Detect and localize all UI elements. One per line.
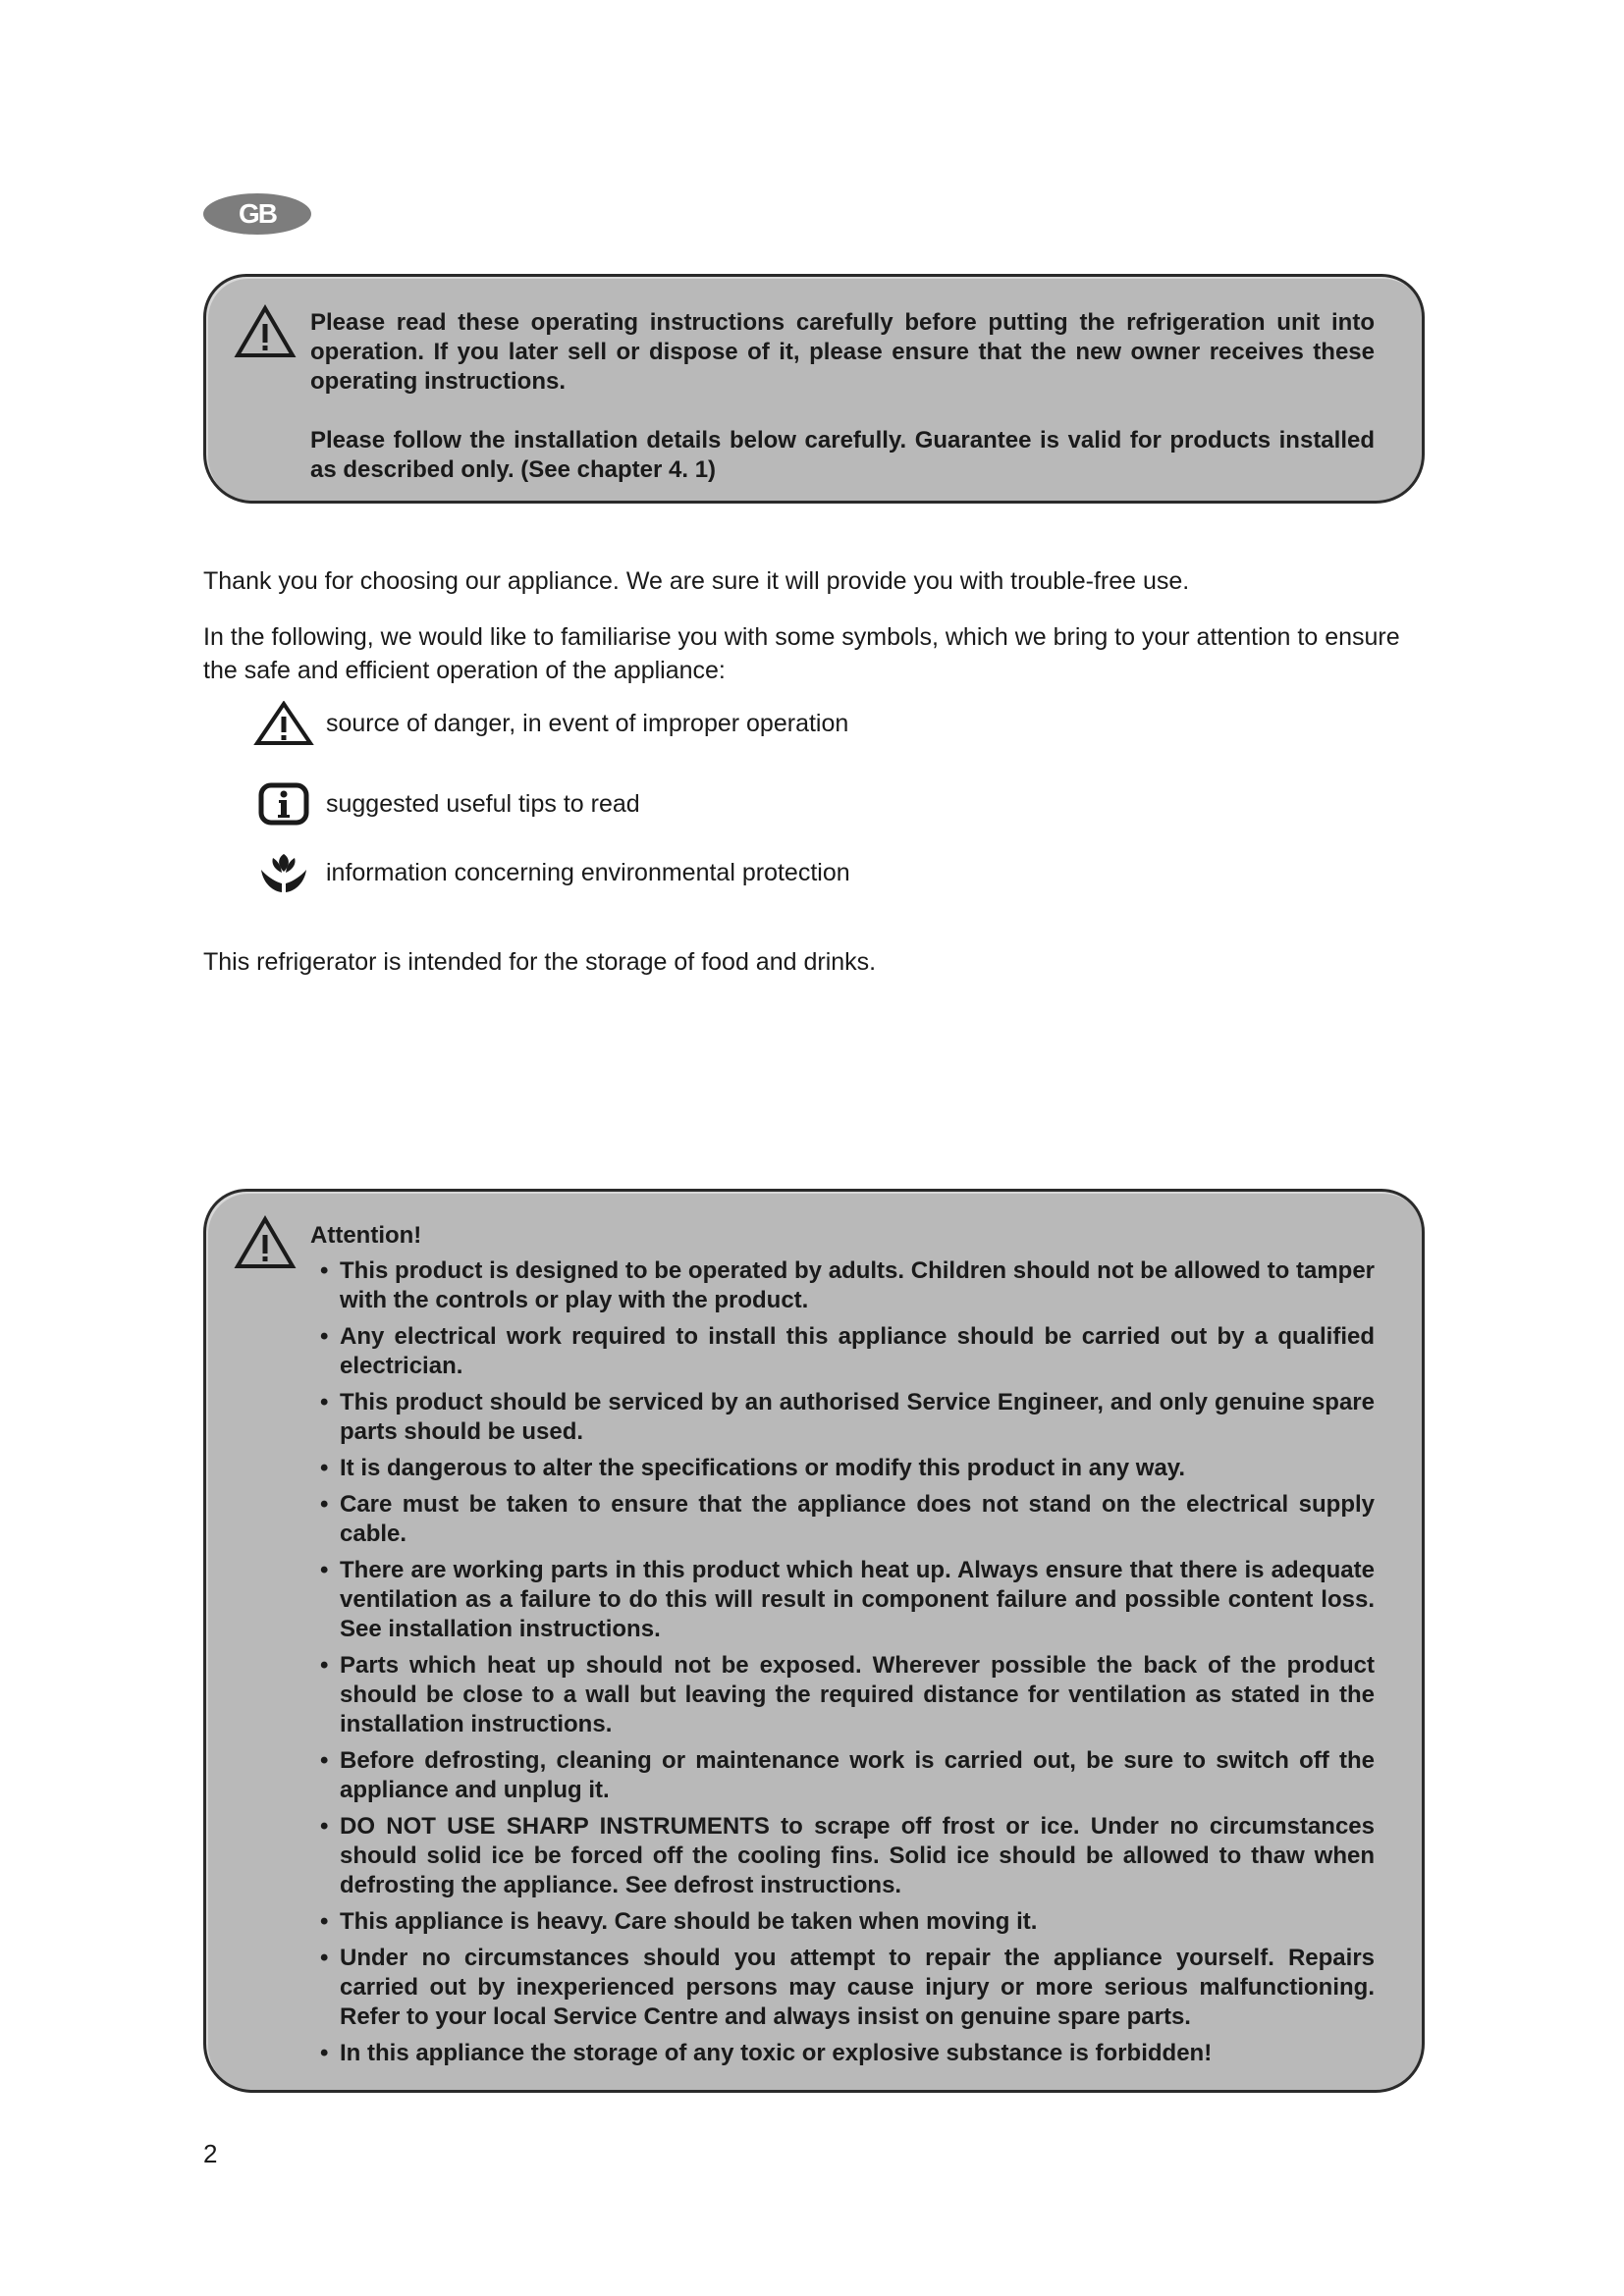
thank-you-text: Thank you for choosing our appliance. We are sure it will provide you with trouble-free use.: [203, 567, 1190, 595]
read-instructions-paragraph: Please read these operating instructions carefully before putting the refrigeration unit into operation. If you later sell or dispose of it, please ensure that the new owner receives these operating instructions.: [310, 309, 1375, 395]
safety-item: • DO NOT USE SHARP INSTRUMENTS to scrape off frost or ice. Under no circumstances should solid ice be forced off the cooling fins. Solid ice should be allowed to thaw when defrosting the appliance. See defrost instructions.: [310, 1812, 1375, 1900]
info-icon: [253, 781, 314, 827]
warning-triangle-icon: [253, 701, 314, 746]
symbol-danger-text: source of danger, in event of improper operation: [326, 709, 849, 737]
environment-icon: [253, 850, 314, 895]
symbol-environment-text: information concerning environmental protection: [326, 858, 850, 886]
symbols-intro-text: In the following, we would like to familiarise you with some symbols, which we bring to your attention to ensure the safe and efficient operation of the appliance:: [203, 623, 1400, 684]
symbol-tips-text: suggested useful tips to read: [326, 789, 640, 818]
symbol-legend-environment: [253, 850, 850, 895]
attention-warning-box: [203, 1189, 1425, 2093]
symbol-legend-tips: [253, 781, 640, 827]
safety-item: • This product is designed to be operated by adults. Children should not be allowed to tamper with the controls or play with the product.: [310, 1256, 1375, 1315]
safety-item: • In this appliance the storage of any toxic or explosive substance is forbidden!: [310, 2039, 1375, 2068]
warning-triangle-icon: [234, 1215, 297, 1270]
warning-triangle-icon: [234, 304, 297, 359]
safety-item: • This appliance is heavy. Care should be taken when moving it.: [310, 1907, 1375, 1937]
safety-item: • Under no circumstances should you attempt to repair the appliance yourself. Repairs carried out by inexperienced persons may cause injury or more serious malfunctioning. Refer to your local Service Centre and always insist on genuine spare parts.: [310, 1944, 1375, 2032]
safety-item: • Before defrosting, cleaning or maintenance work is carried out, be sure to switch off the appliance and unplug it.: [310, 1746, 1375, 1805]
safety-item: • Any electrical work required to install this appliance should be carried out by a qualified electrician.: [310, 1322, 1375, 1381]
safety-item: • It is dangerous to alter the specifications or modify this product in any way.: [310, 1454, 1375, 1483]
installation-guarantee-paragraph: Please follow the installation details below carefully. Guarantee is valid for products installed as described only. (See chapter 4. 1): [310, 427, 1375, 483]
safety-item: • This product should be serviced by an authorised Service Engineer, and only genuine spare parts should be used.: [310, 1388, 1375, 1447]
attention-heading: Attention!: [310, 1222, 422, 1249]
symbol-legend-danger: [253, 701, 848, 746]
safety-item: • There are working parts in this product which heat up. Always ensure that there is adequate ventilation as a failure to do this will result in component failure and possible content loss. See installation instructions.: [310, 1556, 1375, 1644]
safety-list: [310, 1256, 1375, 2068]
installation-warning-box: [203, 274, 1425, 504]
language-badge: GB: [203, 193, 311, 235]
safety-item: • Parts which heat up should not be exposed. Wherever possible the back of the product should be close to a wall but leaving the required distance for ventilation as stated in the installation instructions.: [310, 1651, 1375, 1739]
appliance-purpose-text: This refrigerator is intended for the storage of food and drinks.: [203, 948, 877, 976]
page-number: 2: [203, 2139, 218, 2168]
safety-item: • Care must be taken to ensure that the appliance does not stand on the electrical supply cable.: [310, 1490, 1375, 1549]
